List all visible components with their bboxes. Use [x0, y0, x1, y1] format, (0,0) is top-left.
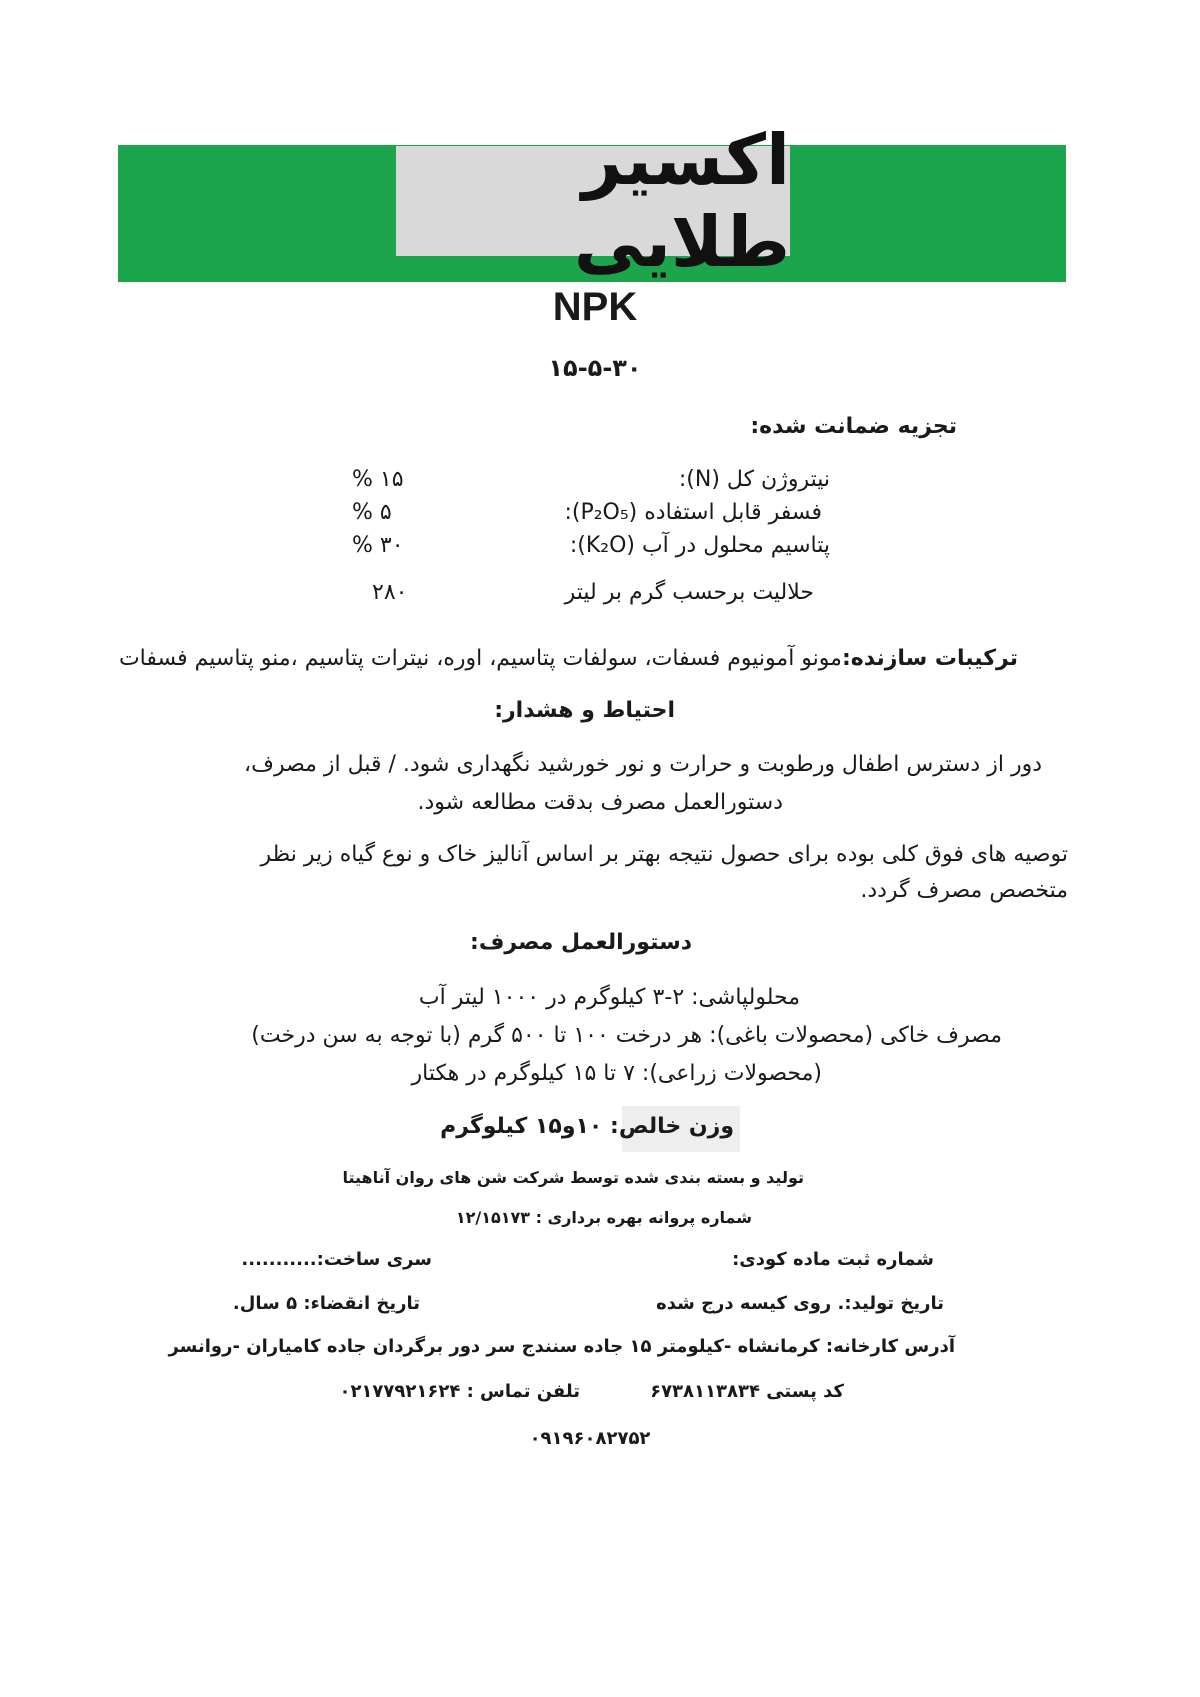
analysis-heading: تجزیه ضمانت شده:	[750, 414, 957, 439]
mobile-number: ۰۹۱۹۶۰۸۲۷۵۲	[529, 1428, 651, 1449]
net-weight	[440, 1114, 734, 1139]
warning-line-1: دور از دسترس اطفال ورطوبت و حرارت و نور خورشید نگهداری شود. / قبل از مصرف،	[244, 752, 1042, 777]
postal-code: کد پستی ۶۷۳۸۱۱۳۸۳۴	[650, 1381, 844, 1402]
ingredients-line	[119, 646, 1018, 671]
product-title: اکسیر طلایی	[573, 119, 790, 283]
analysis-label-phosphorus: فسفر قابل استفاده (P₂O₅):	[564, 500, 822, 525]
npk-ratio: ۱۵-۵-۳۰	[548, 354, 642, 382]
warning-heading: احتیاط و هشدار:	[494, 698, 675, 723]
title-box	[396, 119, 790, 283]
analysis-value-phosphorus: ۵ %	[352, 500, 392, 525]
net-weight-value: ۱۰و۱۵ کیلوگرم	[440, 1114, 603, 1139]
factory-address: آدرس کارخانه: کرمانشاه -کیلومتر ۱۵ جاده سنندج سر دور برگردان جاده کامیاران -روانسر	[168, 1336, 955, 1357]
phone-number: تلفن تماس : ۰۲۱۷۷۹۲۱۶۲۴	[339, 1381, 580, 1402]
batch-number: سری ساخت:...........	[241, 1249, 432, 1270]
expiry-date: تاریخ انقضاء: ۵ سال.	[232, 1293, 420, 1314]
analysis-value-solubility: ۲۸۰	[372, 580, 408, 605]
usage-line-field: (محصولات زراعی): ۷ تا ۱۵ کیلوگرم در هکتار	[411, 1061, 822, 1086]
usage-line-foliar: محلولپاشی: ۲-۳ کیلوگرم در ۱۰۰۰ لیتر آب	[418, 985, 800, 1010]
analysis-value-potassium: ۳۰ %	[352, 533, 404, 558]
analysis-label-solubility: حلالیت برحسب گرم بر لیتر	[564, 580, 814, 605]
note-line-2: متخصص مصرف گردد.	[860, 878, 1068, 903]
license-line: شماره پروانه بهره برداری : ۱۲/۱۵۱۷۳	[455, 1208, 752, 1227]
product-type: NPK	[552, 285, 638, 329]
producer-line: تولید و بسته بندی شده توسط شرکت شن های روان آناهیتا	[342, 1168, 804, 1187]
net-weight-label: وزن خالص:	[610, 1114, 734, 1139]
ingredients-text: مونو آمونیوم فسفات، سولفات پتاسیم، اوره، نیترات پتاسیم ،منو پتاسیم فسفات	[118, 646, 842, 671]
registration-number: شماره ثبت ماده کودی:	[732, 1249, 934, 1270]
production-date: تاریخ تولید:. روی کیسه درج شده	[656, 1293, 944, 1314]
usage-heading: دستورالعمل مصرف:	[470, 930, 692, 955]
warning-line-2: دستورالعمل مصرف بدقت مطالعه شود.	[417, 790, 783, 815]
ingredients-label: ترکیبات سازنده:	[841, 646, 1018, 671]
analysis-label-potassium: پتاسیم محلول در آب (K₂O):	[569, 533, 830, 558]
usage-line-orchard: مصرف خاکی (محصولات باغی): هر درخت ۱۰۰ تا ۵۰۰ گرم (با توجه به سن درخت)	[251, 1023, 1002, 1048]
analysis-value-nitrogen: ۱۵ %	[352, 467, 404, 492]
note-line-1: توصیه های فوق کلی بوده برای حصول نتیجه بهتر بر اساس آنالیز خاک و نوع گیاه زیر نظر	[260, 842, 1068, 867]
analysis-label-nitrogen: نیتروژن کل (N):	[678, 467, 830, 492]
